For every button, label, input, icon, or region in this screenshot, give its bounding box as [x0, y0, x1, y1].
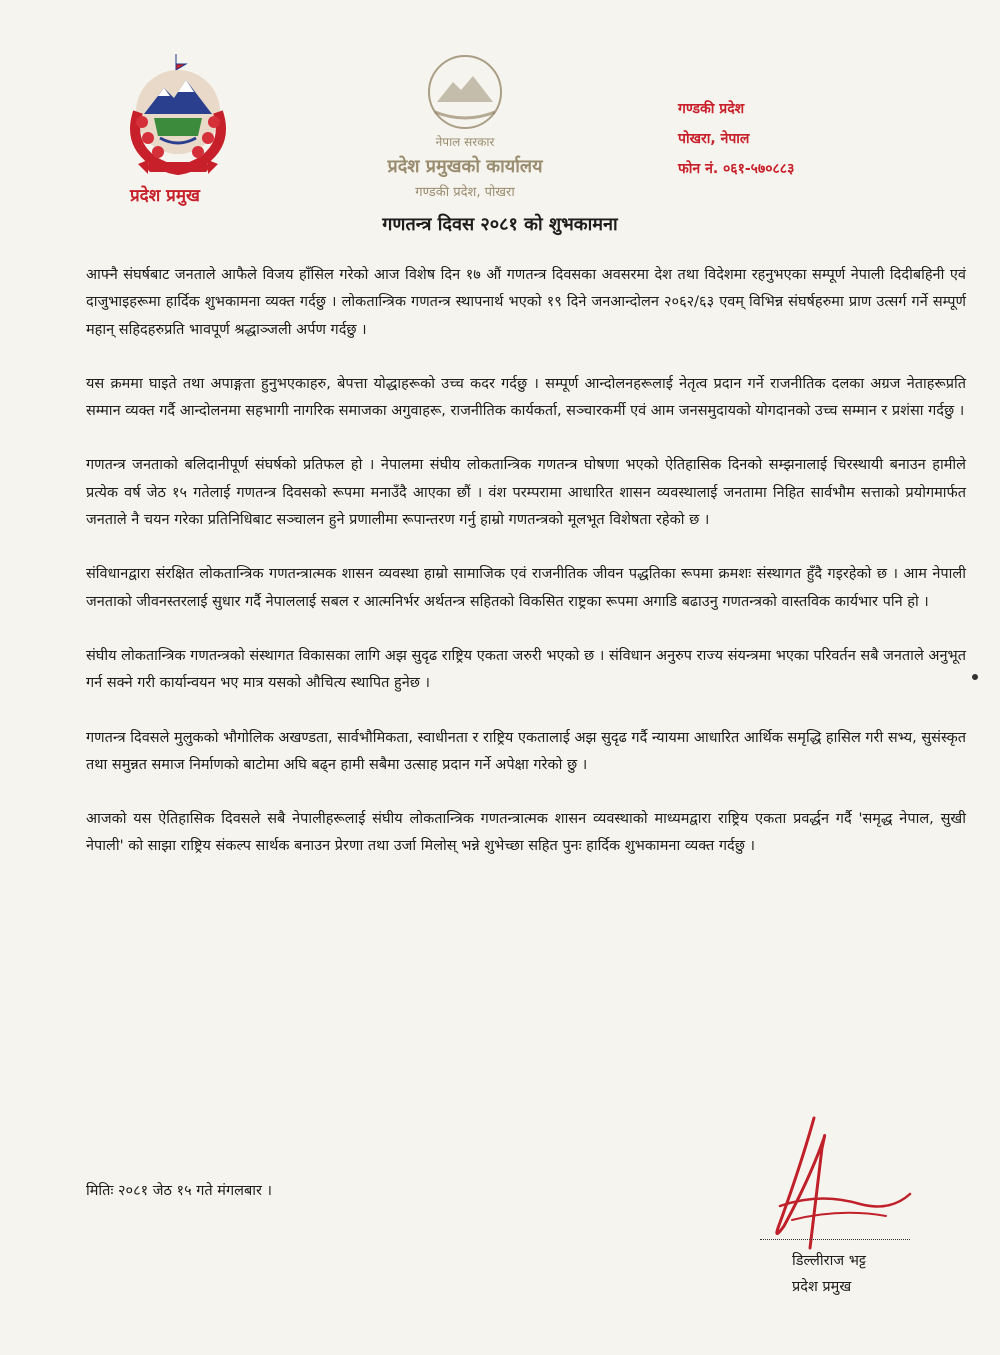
paragraph: आजको यस ऐतिहासिक दिवसले सबै नेपालीहरूलाई संघीय लोकतान्त्रिक गणतन्त्रात्मक शासन व्यवस्थाको माध्यमद्वारा राष्ट्रिय एकता प्रवर्द्धन गर्दै 'समृद्ध नेपाल, सुखी नेपाली' को साझा राष्ट्रिय संकल्प सार्थक बनाउन प्रेरणा तथा उर्जा मिलोस् भन्ने शुभेच्छा सहित पुनः हार्दिक शुभकामना व्यक्त गर्दछु ।	[86, 811, 966, 855]
document-title: गणतन्त्र दिवस २०८१ को शुभकामना	[382, 214, 618, 235]
office-seal-stamp	[365, 50, 565, 210]
paragraph: संविधानद्वारा संरक्षित लोकतान्त्रिक गणतन्त्रात्मक शासन व्यवस्था हाम्रो सामाजिक एवं राजनीतिक जीवन पद्धतिका रूपमा क्रमशः संस्थागत हुँदै गइरहेको छ । आम नेपाली जनताको जीवनस्तरलाई सुधार गर्दै नेपाललाई सबल र आत्मनिर्भर अर्थतन्त्र सहितको विकसित राष्ट्रका रूपमा अगाडि बढाउनु गणतन्त्रको वास्तविक कार्यभार पनि हो ।	[86, 566, 966, 610]
office-address	[678, 94, 794, 184]
signatory-title: प्रदेश प्रमुख	[792, 1279, 852, 1295]
signatory-block	[792, 1248, 866, 1300]
margin-ink-dot	[972, 674, 978, 680]
address-city: पोखरा, नेपाल	[678, 131, 750, 147]
office-title: प्रदेश प्रमुख	[130, 186, 200, 206]
letter-date: मितिः २०८१ जेठ १५ गते मंगलबार ।	[86, 1183, 273, 1199]
seal-text-bottom: गण्डकी प्रदेश, पोखरा	[415, 185, 515, 200]
paragraph: गणतन्त्र दिवसले मुलुकको भौगोलिक अखण्डता, सार्वभौमिकता, स्वाधीनता र राष्ट्रिय एकतालाई अझ सुदृढ गर्दै न्यायमा आधारित आर्थिक समृद्धि हासिल गरी सभ्य, सुसंस्कृत तथा समुन्नत समाज निर्माणको बाटोमा अघि बढ्न हामी सबैमा उत्साह प्रदान गर्ने अपेक्षा गरेको छु ।	[86, 729, 966, 773]
paragraph: आफ्नै संघर्षबाट जनताले आफैले विजय हाँसिल गरेको आज विशेष दिन १७ औं गणतन्त्र दिवसका अवसरमा देश तथा विदेशमा रहनुभएका सम्पूर्ण नेपाली दिदीबहिनी एवं दाजुभाइहरूमा हार्दिक शुभकामना व्यक्त गर्दछु । लोकतान्त्रिक गणतन्त्र स्थापनार्थ भएको १९ दिने जनआन्दोलन २०६२/६३ एवम् विभिन्न संघर्षहरुमा प्राण उत्सर्ग गर्ने सम्पूर्ण महान् सहिदहरुप्रति भावपूर्ण श्रद्धाञ्जली अर्पण गर्दछु ।	[86, 267, 966, 338]
address-phone: फोन नं. ०६१-५७०८८३	[678, 161, 795, 177]
address-province: गण्डकी प्रदेश	[678, 101, 745, 117]
paragraph: यस क्रममा घाइते तथा अपाङ्गता हुनुभएकाहरु, बेपत्ता योद्धाहरूको उच्च कदर गर्दछु । सम्पूर्ण आन्दोलनहरूलाई नेतृत्व प्रदान गर्ने राजनीतिक दलका अग्रज नेताहरूप्रति सम्मान व्यक्त गर्दै आन्दोलनमा सहभागी नागरिक समाजका अगुवाहरू, राजनीतिक कार्यकर्ता, सञ्चारकर्मी एवं आम जनसमुदायको योगदानको उच्च सम्मान र प्रशंसा गर्दछु ।	[86, 375, 966, 420]
nepal-emblem-icon	[118, 52, 238, 182]
letter-body	[86, 262, 966, 888]
seal-text-middle: प्रदेश प्रमुखको कार्यालय	[387, 156, 543, 177]
paragraph: गणतन्त्र जनताको बलिदानीपूर्ण संघर्षको प्रतिफल हो । नेपालमा संघीय लोकतान्त्रिक गणतन्त्र घोषणा भएको ऐतिहासिक दिनको सम्झनालाई चिरस्थायी बनाउन हामीले प्रत्येक वर्ष जेठ १५ गतेलाई गणतन्त्र दिवसको रूपमा मनाउँदै आएका छौं । वंश परम्परामा आधारित शासन व्यवस्थालाई जनतामा निहित सार्वभौम सत्ताको प्रयोगमार्फत जनताले नै चयन गरेका प्रतिनिधिबाट सञ्चालन हुने प्रणालीमा रूपान्तरण गर्नु हाम्रो गणतन्त्रको मूलभूत विशेषता रहेको छ ।	[86, 457, 966, 529]
paragraph: संघीय लोकतान्त्रिक गणतन्त्रको संस्थागत विकासका लागि अझ सुदृढ राष्ट्रिय एकता जरुरी भएको छ । संविधान अनुरुप राज्य संयन्त्रमा भएका परिवर्तन सबै जनताले अनुभूत गर्न सक्ने गरी कार्यान्वयन भए मात्र यसको औचित्य स्थापित हुनेछ ।	[86, 647, 966, 692]
signatory-name: डिल्लीराज भट्ट	[792, 1253, 866, 1269]
signature-line	[760, 1239, 910, 1240]
seal-text-top: नेपाल सरकार	[435, 135, 495, 149]
